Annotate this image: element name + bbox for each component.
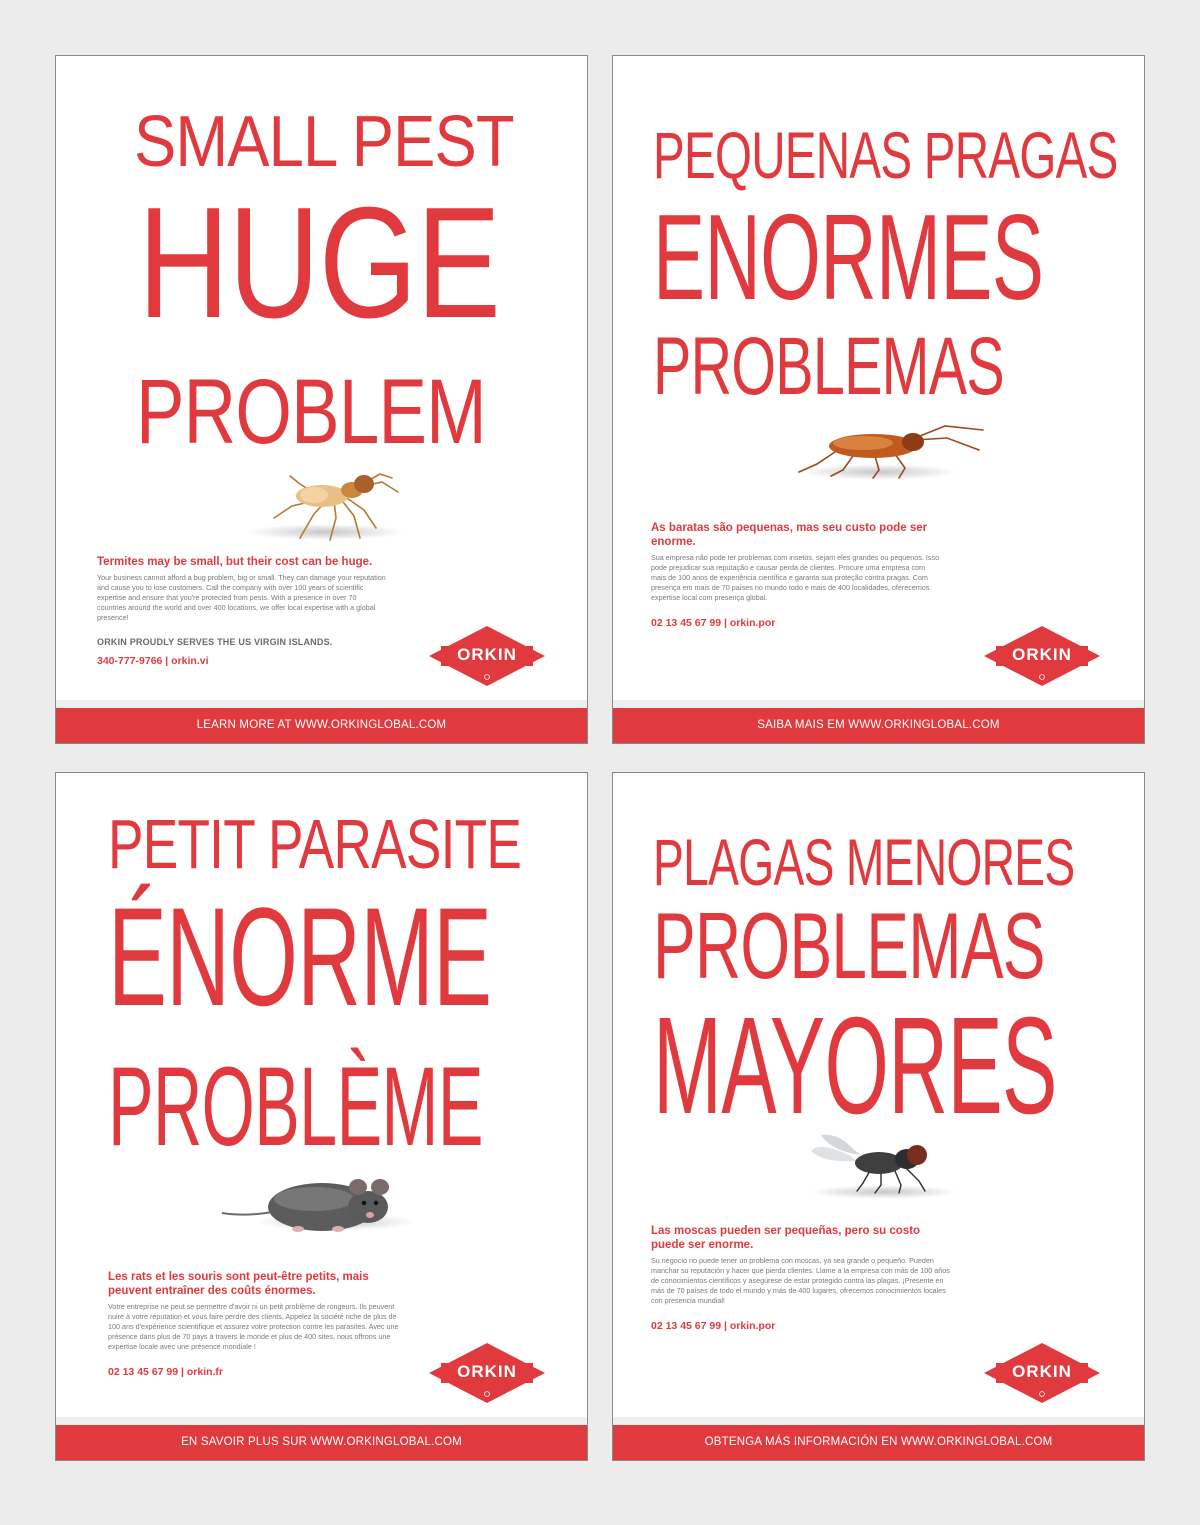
cockroach-icon (795, 416, 985, 480)
lead-text: Termites may be small, but their cost can be huge. (97, 556, 373, 568)
contact-info: 02 13 45 67 99 | orkin.por (651, 617, 776, 629)
body-text: Su negocio no puede tener un problema con moscas, ya sea grande o pequeño. Pueden manchar su reputación y hacer que pierda clientes. Llame a la empresa con más de 100 años de conocimientos científicos y asegúrese de estar protegido contra las plagas. ¡Presente en más de 70 países de todo el mundo y más de 400 lugares, ofrecemos conocimientos locales con presencia mundial! (651, 1256, 950, 1305)
lead-text: Las moscas pueden ser pequeñas, pero su costo puede ser enorme. (651, 1225, 921, 1251)
footer-banner[interactable]: SAIBA MAIS EM WWW.ORKINGLOBAL.COM (613, 708, 1144, 743)
headline-line-2: PROBLEMAS (653, 893, 1045, 998)
ad-panel-spanish (612, 772, 1145, 1461)
headline-line-2: HUGE (138, 175, 500, 351)
footer-banner[interactable]: OBTENGA MÁS INFORMACIÓN EN WWW.ORKINGLOBAL.COM (613, 1425, 1144, 1460)
service-note: ORKIN PROUDLY SERVES THE US VIRGIN ISLANDS. (97, 637, 333, 647)
headline-line-2: ENORMES (653, 189, 1044, 325)
body-text: Votre entreprise ne peut se permettre d'avoir ni un petit problème de rongeurs. Ils peuvent nuire à votre réputation et vous faire perdre des clients. Appelez la société riche de plus de 100 ans d'expérience scientifique et assurez votre protection contre les parasites. Avec une présence dans plus de 70 pays à travers le monde et plus de 400 sites, nous offrons une expertise locale avec une présence mondiale ! (108, 1302, 399, 1351)
lead-text: Les rats et les souris sont peut-être petits, mais peuvent entraîner des coûts énormes. (108, 1271, 369, 1297)
orkin-logo-text: ORKIN (1012, 1362, 1072, 1381)
contact-info: 02 13 45 67 99 | orkin.por (651, 1320, 776, 1332)
orkin-logo-text: ORKIN (457, 645, 517, 664)
headline-line-1: PLAGAS MENORES (653, 825, 1075, 899)
body-text: Your business cannot afford a bug problem, big or small. They can damage your reputation and cause you to lose customers. Call the company with over 100 years of scientific expertise and ensure that you're protected from pests. With a presence in over 70 countries around the world and over 400 locations, we offer local expertise with a global presence! (97, 573, 386, 622)
headline-line-3: PROBLÈME (108, 1044, 483, 1169)
body-copy (651, 521, 941, 629)
fly-icon (809, 1129, 959, 1195)
ad-panel-french (55, 772, 588, 1461)
headline-line-3: PROBLEM (136, 361, 486, 463)
termite-icon (252, 456, 402, 546)
contact-info: 02 13 45 67 99 | orkin.fr (108, 1366, 224, 1378)
rat-icon (218, 1167, 408, 1237)
footer-banner[interactable]: LEARN MORE AT WWW.ORKINGLOBAL.COM (56, 708, 587, 743)
orkin-logo-text: ORKIN (457, 1362, 517, 1381)
body-text: Sua empresa não pode ter problemas com insetos, sejam eles grandes ou pequenos. Isso pode prejudicar sua reputação e causar perda de clientes. Procure uma empresa com mais de 100 anos de experiência científica e garanta sua proteção contra pragas. Com presença em mais de 70 países no mundo todo e mais de 400 localidades, oferecemos expertise local com presença global. (651, 553, 940, 602)
orkin-diamond-logo (427, 624, 547, 688)
headline-line-3: PROBLEMAS (653, 321, 1004, 412)
footer-banner[interactable]: EN SAVOIR PLUS SUR WWW.ORKINGLOBAL.COM (56, 1425, 587, 1460)
body-copy (97, 555, 387, 667)
headline-line-1: PEQUENAS PRAGAS (653, 118, 1118, 192)
body-copy (651, 1224, 951, 1332)
lead-text: As baratas são pequenas, mas seu custo pode ser enorme. (651, 522, 928, 548)
orkin-diamond-logo (982, 1341, 1102, 1405)
headline-line-3: MAYORES (653, 989, 1057, 1143)
headline-line-2: ÉNORME (108, 878, 492, 1035)
orkin-diamond-logo (427, 1341, 547, 1405)
headline-line-1: SMALL PEST (134, 102, 514, 182)
contact-info: 340-777-9766 | orkin.vi (97, 655, 209, 667)
orkin-logo-text: ORKIN (1012, 645, 1072, 664)
ad-panel-english (55, 55, 588, 744)
body-copy (108, 1270, 408, 1378)
headline-line-1: PETIT PARASITE (108, 805, 522, 883)
orkin-diamond-logo (982, 624, 1102, 688)
ad-panel-portuguese (612, 55, 1145, 744)
